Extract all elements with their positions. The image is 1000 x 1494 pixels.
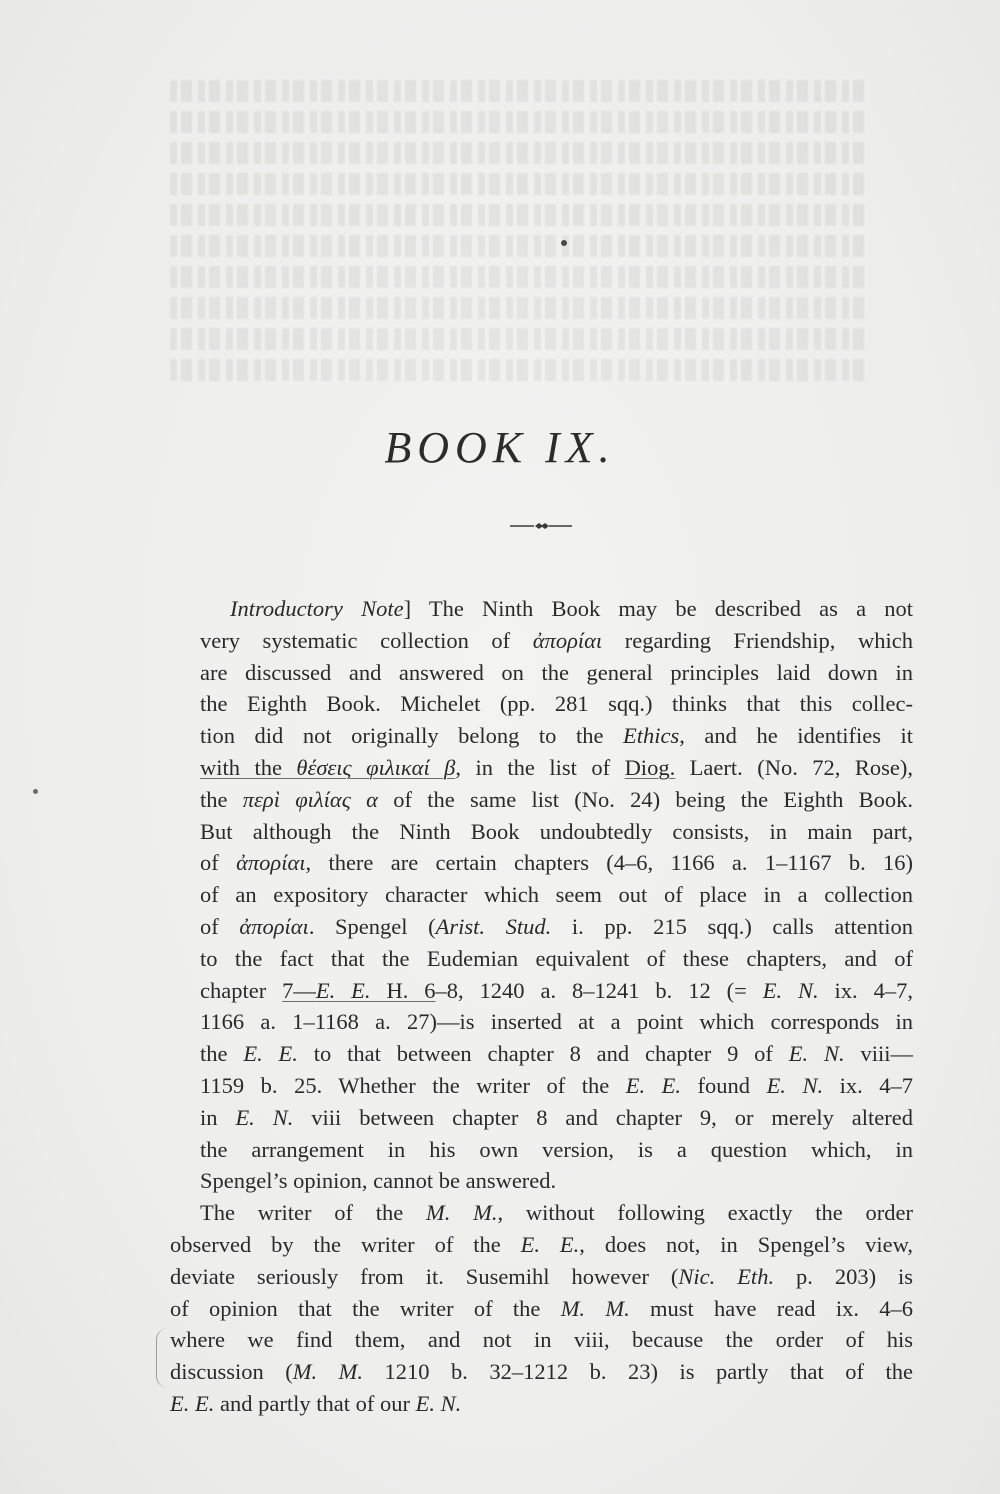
text-line: where we find them, and not in viii, because the order of his <box>170 1327 913 1353</box>
chapter-heading: BOOK IX. <box>384 423 616 472</box>
margin-mark <box>33 789 38 794</box>
text-line <box>170 847 913 879</box>
text-line: 1166 a. 1–1168 a. 27)—is inserted at a point which corresponds in <box>200 1009 913 1035</box>
ink-dot <box>561 240 567 246</box>
text-run: observed by the writer of the <box>170 1231 521 1257</box>
greek-term: ἀπορίαι <box>236 850 306 876</box>
italic-text: E. N. <box>235 1104 294 1130</box>
italic-text: E. E. <box>625 1072 682 1098</box>
italic-text: E. E. <box>170 1390 215 1416</box>
text-run: , without following exactly the order <box>497 1200 914 1226</box>
text-line <box>170 1229 913 1261</box>
underlined-text: Diog. <box>624 754 676 780</box>
body-text <box>170 593 913 1420</box>
text-run: of opinion that the writer of the <box>170 1295 561 1321</box>
text-line: Spengel’s opinion, cannot be answered. <box>200 1168 557 1194</box>
text-run: the <box>200 786 243 812</box>
text-line: are discussed and answered on the general principles laid down in <box>200 659 913 685</box>
italic-text: E. N. <box>415 1390 462 1416</box>
text-line <box>170 1293 913 1325</box>
text-line <box>170 975 913 1007</box>
text-run: H. 6 <box>370 977 436 1003</box>
text-line <box>170 911 913 943</box>
pencil-bracket-mark <box>156 1328 171 1388</box>
text-run: viii between chapter 8 and chapter 9, or merely altered <box>293 1104 913 1130</box>
italic-text: E. E. <box>243 1041 298 1067</box>
text-line <box>170 784 913 816</box>
text-run: ix. 4–7 <box>823 1072 913 1098</box>
text-run: ] The Ninth Book may be described as a not <box>403 596 913 621</box>
text-run: of <box>200 913 240 939</box>
text-run: . Spengel ( <box>308 913 436 939</box>
text-line <box>170 752 913 784</box>
text-run: found <box>681 1072 767 1098</box>
text-run: viii— <box>844 1041 913 1067</box>
text-run: and partly that of our <box>214 1390 416 1416</box>
text-run: of the same list (No. 24) being the Eighth Book. <box>377 786 914 812</box>
ornament-divider <box>510 520 572 532</box>
italic-text: Arist. Stud. <box>435 913 552 939</box>
text-run: discussion ( <box>170 1359 293 1385</box>
text-line: of an expository character which seem out of place in a collection <box>200 882 913 908</box>
text-run: in <box>200 1104 236 1130</box>
greek-term: θέσεις φιλικαί β <box>296 754 456 780</box>
text-run: 7— <box>282 977 316 1003</box>
text-run: , and he identifies it <box>679 723 914 749</box>
text-run: The writer of the <box>200 1200 426 1226</box>
paragraph-introductory-note <box>170 593 913 1197</box>
text-line <box>170 625 913 657</box>
text-run: with the <box>200 754 297 780</box>
text-run: to that between chapter 8 and chapter 9 of <box>297 1041 789 1067</box>
greek-term: ἀπορίαι <box>239 913 309 939</box>
text-run: ix. 4–7, <box>818 977 913 1003</box>
paragraph-writer-mm <box>170 1197 913 1420</box>
text-run: Laert. (No. 72, Rose), <box>675 754 913 780</box>
text-line <box>170 1070 913 1102</box>
text-run: p. 203) is <box>774 1263 914 1289</box>
text-run: must have read ix. 4–6 <box>629 1295 913 1321</box>
text-line <box>170 593 913 625</box>
text-line: the arrangement in his own version, is a question which, in <box>200 1136 913 1162</box>
text-line <box>170 1356 913 1388</box>
text-run: tion did not originally belong to the <box>200 723 624 749</box>
italic-text: Nic. Eth. <box>678 1263 775 1289</box>
italic-text: E. E. <box>520 1231 580 1257</box>
italic-text: Ethics <box>623 723 680 749</box>
italic-text: E. N. <box>766 1072 824 1098</box>
text-run: very systematic collection of <box>200 627 533 653</box>
italic-text: E. N. <box>788 1041 845 1067</box>
text-line <box>170 1102 913 1134</box>
italic-text: M. M. <box>292 1359 364 1385</box>
text-run: 1210 b. 32–1212 b. 23) is partly that of the <box>363 1359 914 1385</box>
text-run: chapter <box>200 977 283 1003</box>
text-line <box>170 1038 913 1070</box>
text-run: –8, 1240 a. 8–1241 b. 12 (= <box>435 977 763 1003</box>
text-run: deviate seriously from it. Susemihl however ( <box>170 1263 679 1289</box>
text-run: of <box>200 850 237 876</box>
text-run: 1159 b. 25. Whether the writer of the <box>200 1072 626 1098</box>
note-label: Introductory Note <box>230 596 404 621</box>
text-line <box>170 1261 913 1293</box>
text-run: regarding Friendship, which <box>602 627 913 653</box>
text-line <box>170 720 913 752</box>
show-through-text <box>170 80 870 410</box>
text-line <box>170 1388 913 1420</box>
text-run: , there are certain chapters (4–6, 1166 a. 1–1167 b. 16) <box>305 850 913 876</box>
italic-text: E. N. <box>762 977 819 1003</box>
italic-text: M. M. <box>425 1200 498 1226</box>
text-line: to the fact that the Eudemian equivalent of these chapters, and of <box>200 945 913 971</box>
underlined-text <box>200 755 455 780</box>
greek-term: περὶ φιλίας α <box>242 786 378 812</box>
italic-text: E. E. <box>315 977 371 1003</box>
text-line <box>170 1197 913 1229</box>
text-run: , does not, in Spengel’s view, <box>579 1231 913 1257</box>
italic-text: M. M. <box>560 1295 630 1321</box>
text-run: the <box>200 1041 244 1067</box>
text-run: , in the list of <box>455 754 625 780</box>
text-line: But although the Ninth Book undoubtedly consists, in main part, <box>200 818 913 844</box>
underlined-text <box>282 978 435 1003</box>
text-run: i. pp. 215 sqq.) calls attention <box>551 913 913 939</box>
text-line: the Eighth Book. Michelet (pp. 281 sqq.) thinks that this collec- <box>200 691 913 717</box>
greek-term: ἀπορίαι <box>532 627 603 653</box>
